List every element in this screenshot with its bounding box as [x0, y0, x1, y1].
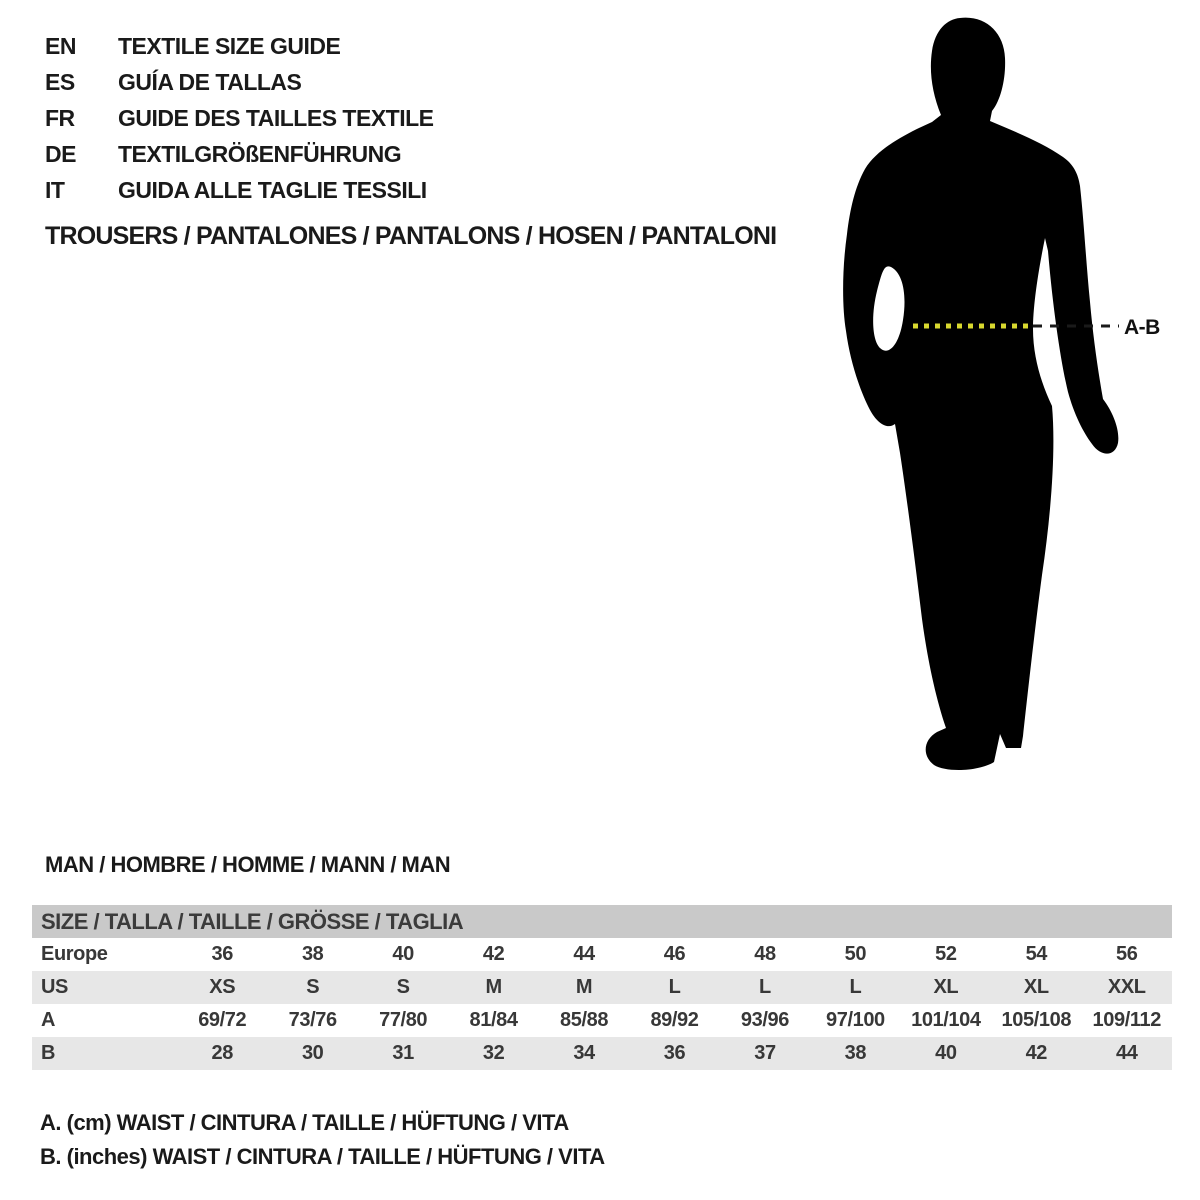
table-cell: 46 [663, 943, 686, 965]
language-code: EN [45, 32, 76, 59]
guide-title: TEXTILE SIZE GUIDE [118, 32, 341, 59]
table-cell: 56 [1116, 943, 1138, 965]
man-silhouette-figure [820, 10, 1200, 800]
table-cell: 34 [573, 1042, 595, 1064]
table-cell: 54 [1025, 943, 1048, 965]
table-cell: 36 [663, 1042, 686, 1064]
table-cell: M [485, 976, 502, 998]
table-cell: 97/100 [826, 1009, 885, 1031]
table-cell: S [306, 976, 320, 998]
language-row-es [45, 64, 434, 100]
table-cell: 109/112 [1092, 1009, 1161, 1031]
table-cell: 42 [1025, 1042, 1048, 1064]
guide-title: GUÍA DE TALLAS [118, 68, 302, 95]
gender-heading: MAN / HOMBRE / HOMME / MANN / MAN [45, 852, 451, 877]
table-cell: L [849, 976, 862, 998]
table-cell: 50 [844, 943, 867, 965]
table-cell: 42 [482, 943, 505, 965]
table-cell: 52 [935, 943, 957, 965]
row-label: US [41, 976, 68, 998]
table-cell: 40 [935, 1042, 957, 1064]
language-row-it [45, 172, 434, 208]
row-label: A [41, 1009, 56, 1031]
table-cell: 44 [573, 943, 595, 965]
table-cell: 37 [754, 1042, 776, 1064]
table-row-a-cm [32, 1004, 1172, 1037]
guide-title: GUIDA ALLE TAGLIE TESSILI [118, 176, 427, 203]
table-cell: 85/88 [560, 1009, 609, 1031]
footnote-a-cm: A. (cm) WAIST / CINTURA / TAILLE / HÜFTUNG / VITA [40, 1110, 569, 1135]
size-table-header: SIZE / TALLA / TAILLE / GRÖSSE / TAGLIA [32, 905, 1172, 938]
table-cell: 101/104 [911, 1009, 981, 1031]
row-label: B [41, 1042, 56, 1064]
table-cell: XXL [1107, 976, 1146, 998]
size-table [32, 905, 1172, 1070]
table-cell: XS [209, 976, 236, 998]
table-cell: 48 [754, 943, 776, 965]
language-row-de [45, 136, 434, 172]
language-title-block [45, 28, 434, 208]
guide-title: GUIDE DES TAILLES TEXTILE [118, 104, 434, 131]
table-cell: 38 [301, 943, 324, 965]
table-cell: L [759, 976, 771, 998]
table-row-europe [32, 938, 1172, 971]
guide-title: TEXTILGRÖßENFÜHRUNG [118, 140, 402, 167]
table-cell: 32 [482, 1042, 505, 1064]
table-cell: S [396, 976, 410, 998]
table-cell: 105/108 [1001, 1009, 1072, 1031]
table-cell: 89/92 [650, 1009, 699, 1031]
table-cell: 81/84 [469, 1009, 518, 1031]
measurement-footnotes [40, 1106, 605, 1174]
language-code: IT [45, 176, 65, 203]
table-cell: 73/76 [288, 1009, 337, 1031]
table-cell: 40 [392, 943, 414, 965]
table-cell: M [575, 976, 593, 998]
table-row-b-inches [32, 1037, 1172, 1070]
table-cell: 93/96 [740, 1009, 789, 1031]
table-cell: 38 [844, 1042, 867, 1064]
table-cell: 44 [1116, 1042, 1138, 1064]
table-cell: 30 [301, 1042, 324, 1064]
table-cell: 31 [392, 1042, 414, 1064]
table-cell: 28 [211, 1042, 233, 1064]
language-code: FR [45, 104, 75, 131]
waist-measure-label: A-B [1124, 316, 1160, 339]
table-cell: 36 [211, 943, 233, 965]
table-cell: L [668, 976, 681, 998]
language-row-en [45, 28, 434, 64]
row-label: Europe [41, 943, 108, 965]
language-code: ES [45, 68, 75, 95]
man-silhouette [843, 18, 1118, 770]
table-row-us [32, 971, 1172, 1004]
table-cell: XL [933, 976, 959, 998]
table-cell: XL [1023, 976, 1049, 998]
language-code: DE [45, 140, 76, 167]
table-cell: 69/72 [198, 1009, 247, 1031]
category-heading: TROUSERS / PANTALONES / PANTALONS / HOSEN / PANTALONI [45, 222, 777, 250]
footnote-b-inches: B. (inches) WAIST / CINTURA / TAILLE / HÜFTUNG / VITA [40, 1144, 605, 1169]
language-row-fr [45, 100, 434, 136]
table-cell: 77/80 [379, 1009, 428, 1031]
